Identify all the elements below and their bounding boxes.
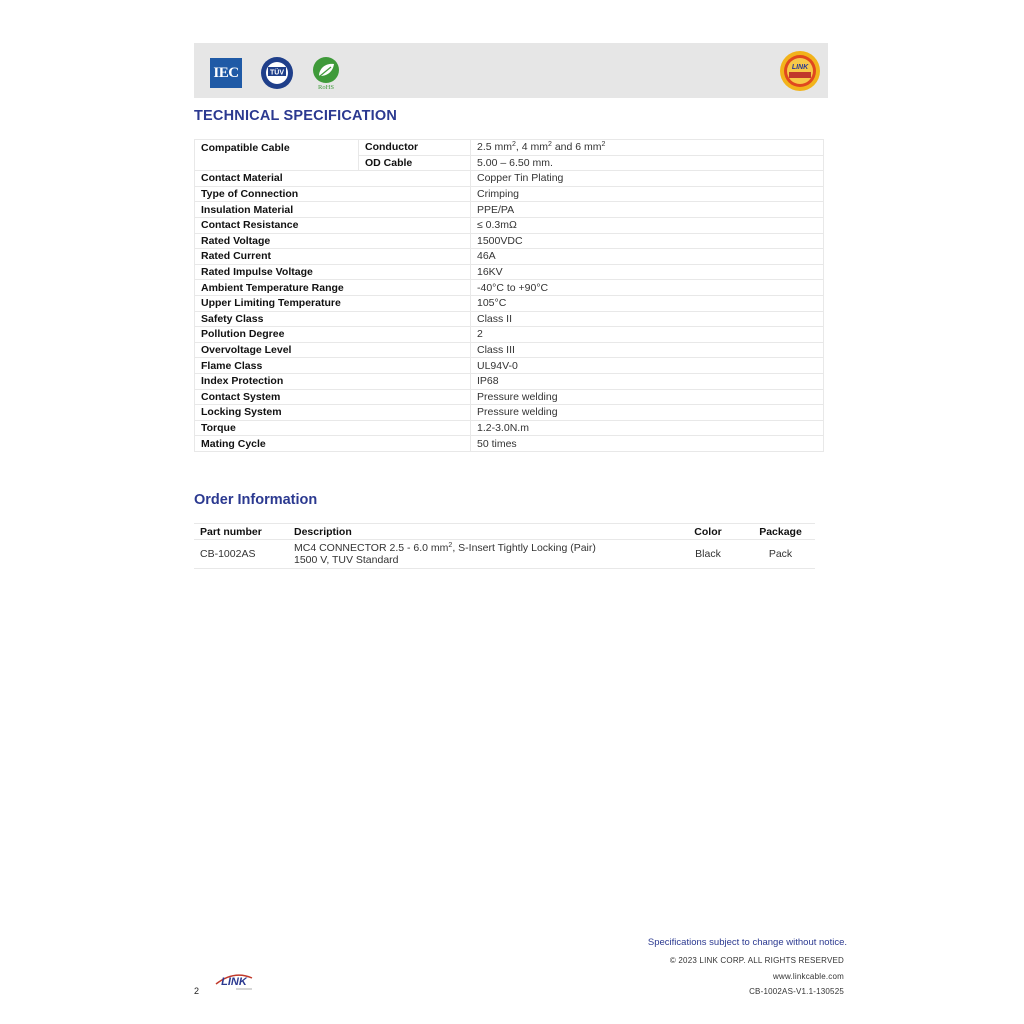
spec-label: Locking System	[195, 405, 471, 421]
description-line-1: MC4 CONNECTOR 2.5 - 6.0 $mm^2$, S-Insert Tightly Locking (Pair)	[294, 542, 596, 554]
table-row	[195, 342, 824, 358]
spec-value: 1.2-3.0N.m	[471, 420, 824, 436]
spec-label: Flame Class	[195, 358, 471, 374]
table-row	[195, 327, 824, 343]
table-row	[195, 249, 824, 265]
spec-label: Rated Impulse Voltage	[195, 264, 471, 280]
header-package: Package	[746, 524, 815, 540]
spec-label: Ambient Temperature Range	[195, 280, 471, 296]
tuv-logo-text: TÜV	[270, 69, 284, 77]
table-row	[195, 171, 824, 187]
tuv-logo	[260, 56, 294, 90]
spec-label: Overvoltage Level	[195, 342, 471, 358]
spec-value: 1500VDC	[471, 233, 824, 249]
order-information-title: Order Information	[194, 492, 318, 508]
header-description: Description	[288, 524, 670, 540]
iec-logo-text: IEC	[213, 65, 239, 81]
table-row	[195, 436, 824, 452]
spec-label: Index Protection	[195, 373, 471, 389]
page-number: 2	[194, 986, 200, 996]
color-cell: Black	[670, 540, 746, 569]
spec-value: 2	[471, 327, 824, 343]
spec-value: Class II	[471, 311, 824, 327]
technical-specification-title: TECHNICAL SPECIFICATION	[194, 108, 398, 124]
table-row	[195, 202, 824, 218]
specifications-notice: Specifications subject to change without notice.	[647, 937, 847, 948]
document-code: CB-1002AS-V1.1-130525	[749, 987, 844, 996]
link-logo	[212, 968, 256, 992]
table-row	[195, 264, 824, 280]
description-cell	[288, 540, 670, 569]
spec-value: -40°C to +90°C	[471, 280, 824, 296]
spec-label: Contact Resistance	[195, 217, 471, 233]
header-part-number: Part number	[194, 524, 288, 540]
table-row	[195, 405, 824, 421]
description-line-2: 1500 V, TUV Standard	[294, 554, 399, 566]
spec-value: IP68	[471, 373, 824, 389]
copyright-text: © 2023 LINK CORP. ALL RIGHTS RESERVED	[669, 956, 844, 965]
badge-logo-text: LINK	[791, 64, 809, 71]
spec-value: 46A	[471, 249, 824, 265]
technical-specification-table	[194, 139, 824, 452]
spec-value: Class III	[471, 342, 824, 358]
table-row	[195, 217, 824, 233]
spec-label: Upper Limiting Temperature	[195, 295, 471, 311]
spec-label: Torque	[195, 420, 471, 436]
table-row	[195, 311, 824, 327]
certification-banner	[194, 43, 828, 98]
table-row	[194, 540, 815, 569]
spec-value: PPE/PA	[471, 202, 824, 218]
spec-label: Contact System	[195, 389, 471, 405]
table-row	[195, 186, 824, 202]
spec-sublabel: Conductor	[359, 140, 471, 156]
link-logo-text: LINK	[221, 976, 247, 988]
spec-label: Pollution Degree	[195, 327, 471, 343]
spec-value: UL94V-0	[471, 358, 824, 374]
part-number-cell: CB-1002AS	[194, 540, 288, 569]
table-row	[195, 295, 824, 311]
spec-label: Safety Class	[195, 311, 471, 327]
spec-value: 5.00 – 6.50 mm.	[471, 155, 824, 171]
spec-label: Mating Cycle	[195, 436, 471, 452]
spec-value: Pressure welding	[471, 405, 824, 421]
rohs-logo-text: RoHS	[318, 84, 334, 91]
iec-logo	[210, 58, 242, 88]
rohs-logo	[308, 55, 344, 91]
spec-label: Type of Connection	[195, 186, 471, 202]
table-row	[195, 280, 824, 296]
table-row	[195, 389, 824, 405]
spec-value: Pressure welding	[471, 389, 824, 405]
table-row	[195, 373, 824, 389]
spec-value: 16KV	[471, 264, 824, 280]
table-row	[195, 140, 824, 156]
spec-value: Copper Tin Plating	[471, 171, 824, 187]
table-row	[195, 420, 824, 436]
spec-value: ≤ 0.3mΩ	[471, 217, 824, 233]
spec-label: Contact Material	[195, 171, 471, 187]
website-text: www.linkcable.com	[773, 972, 844, 981]
table-row	[195, 358, 824, 374]
spec-sublabel: OD Cable	[359, 155, 471, 171]
header-color: Color	[670, 524, 746, 540]
spec-value: 2.5 $mm^2$, 4 $mm^2$ and 6 $mm^2$	[471, 140, 824, 156]
spec-label: Compatible Cable	[195, 140, 359, 171]
link-anniversary-badge	[779, 50, 821, 92]
order-information-table	[194, 523, 815, 569]
spec-label: Insulation Material	[195, 202, 471, 218]
spec-value: 105°C	[471, 295, 824, 311]
table-row	[195, 233, 824, 249]
package-cell: Pack	[746, 540, 815, 569]
spec-value: Crimping	[471, 186, 824, 202]
spec-label: Rated Current	[195, 249, 471, 265]
table-header-row	[194, 524, 815, 540]
spec-value: 50 times	[471, 436, 824, 452]
spec-label: Rated Voltage	[195, 233, 471, 249]
